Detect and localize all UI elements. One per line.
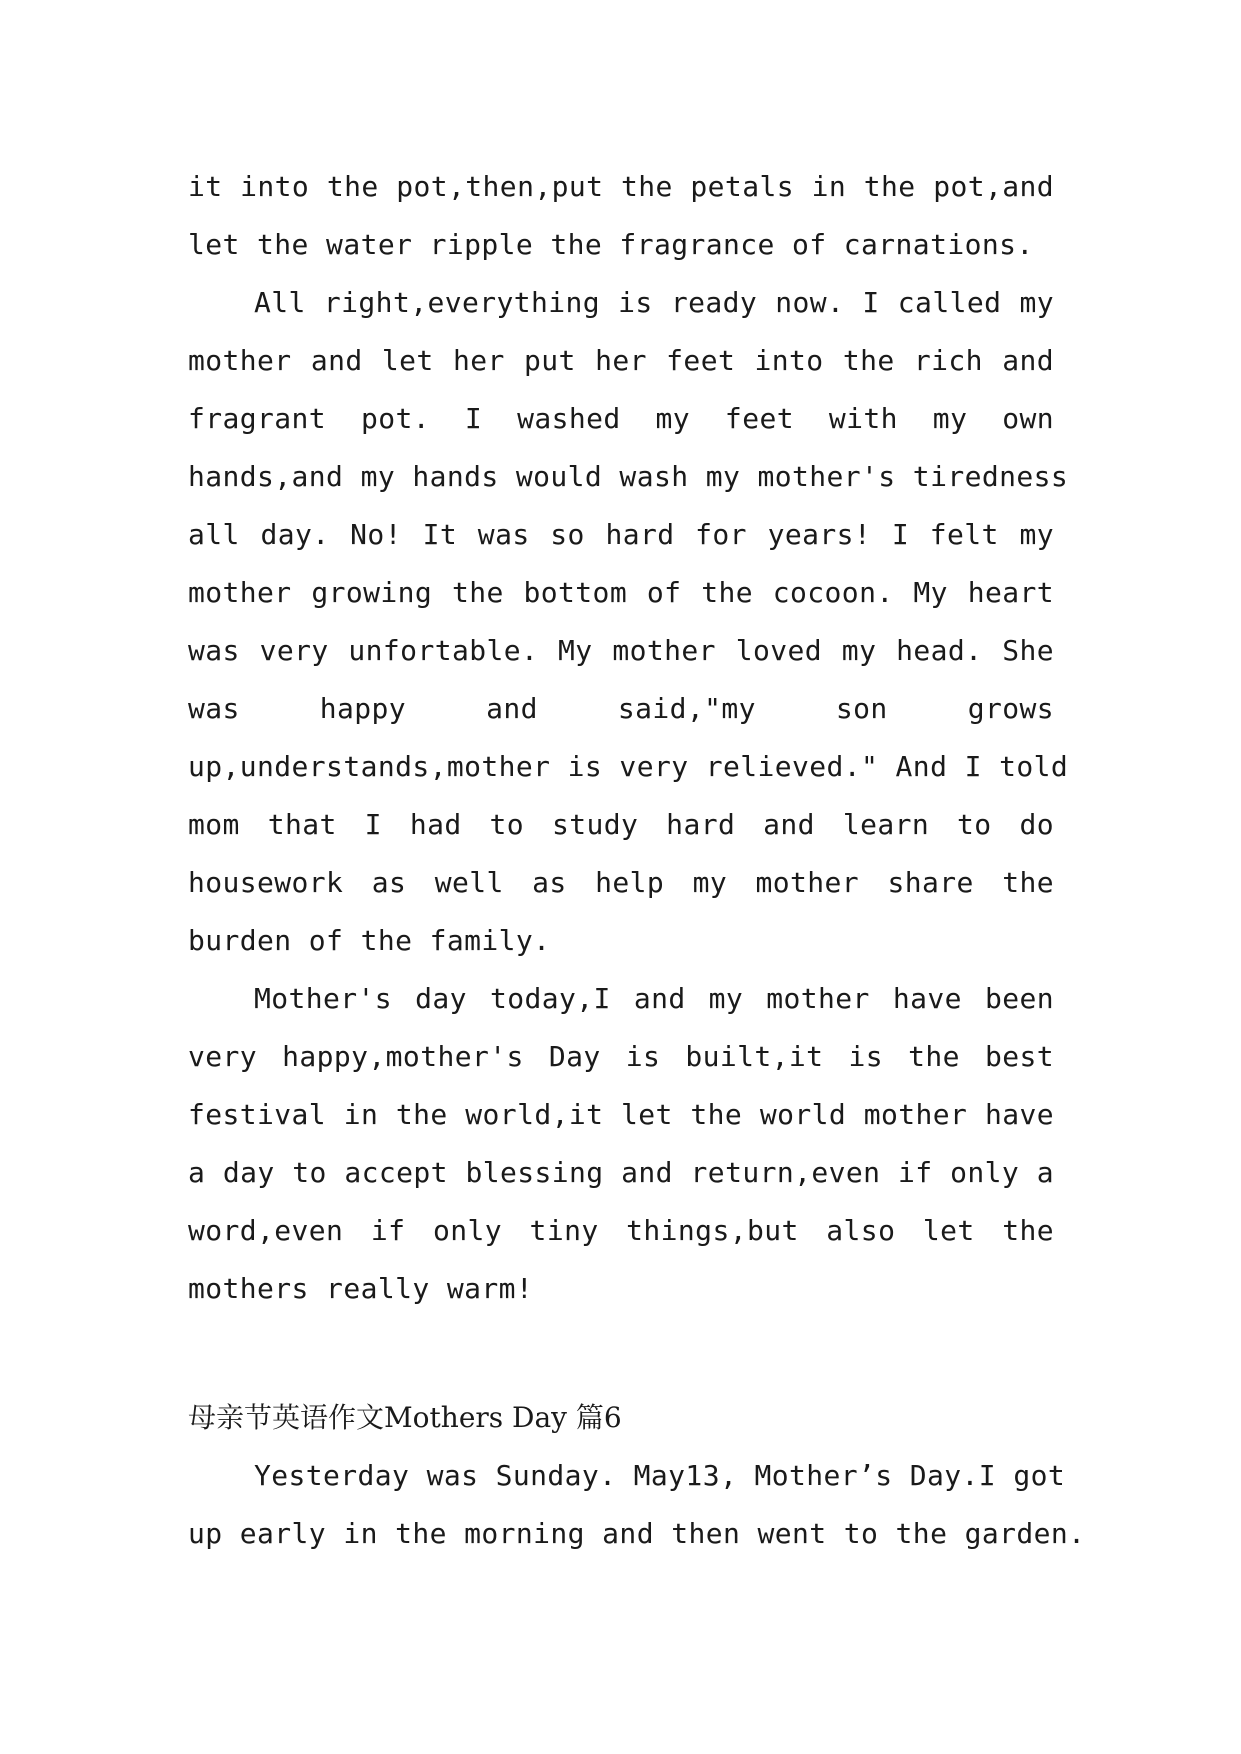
paragraph-line: was happy and said,"my son grows xyxy=(188,692,1054,725)
paragraph-line: housework as well as help my mother share the xyxy=(188,866,1054,899)
paragraph-line: all day. No! It was so hard for years! I felt my xyxy=(188,518,1054,551)
paragraph-line: Yesterday was Sunday. May13, Mother’s Day.I got xyxy=(254,1459,1066,1492)
paragraph-line: up,understands,mother is very relieved." And I told xyxy=(188,750,1069,783)
paragraph-line: a day to accept blessing and return,even if only a xyxy=(188,1156,1054,1189)
paragraph-line: hands,and my hands would wash my mother's tiredness xyxy=(188,460,1069,493)
paragraph-line: let the water ripple the fragrance of carnations. xyxy=(188,228,1034,261)
paragraph-line: All right,everything is ready now. I called my xyxy=(254,286,1054,319)
paragraph-line: was very unfortable. My mother loved my head. She xyxy=(188,634,1054,667)
paragraph-line: Mother's day today,I and my mother have been xyxy=(254,982,1054,1015)
section-heading: 母亲节英语作文Mothers Day 篇6 xyxy=(188,1401,622,1434)
paragraph-line: mother growing the bottom of the cocoon. My heart xyxy=(188,576,1054,609)
paragraph-line: word,even if only tiny things,but also let the xyxy=(188,1214,1054,1247)
paragraph-line: mothers really warm! xyxy=(188,1272,534,1305)
paragraph-line: mom that I had to study hard and learn to do xyxy=(188,808,1054,841)
paragraph-line: festival in the world,it let the world mother have xyxy=(188,1098,1054,1131)
paragraph-line: very happy,mother's Day is built,it is the best xyxy=(188,1040,1054,1073)
paragraph-line: it into the pot,then,put the petals in the pot,and xyxy=(188,170,1054,203)
paragraph-line: mother and let her put her feet into the rich and xyxy=(188,344,1054,377)
paragraph-line: up early in the morning and then went to the garden. xyxy=(188,1517,1086,1550)
paragraph-line: fragrant pot. I washed my feet with my own xyxy=(188,402,1054,435)
paragraph-line: burden of the family. xyxy=(188,924,551,957)
